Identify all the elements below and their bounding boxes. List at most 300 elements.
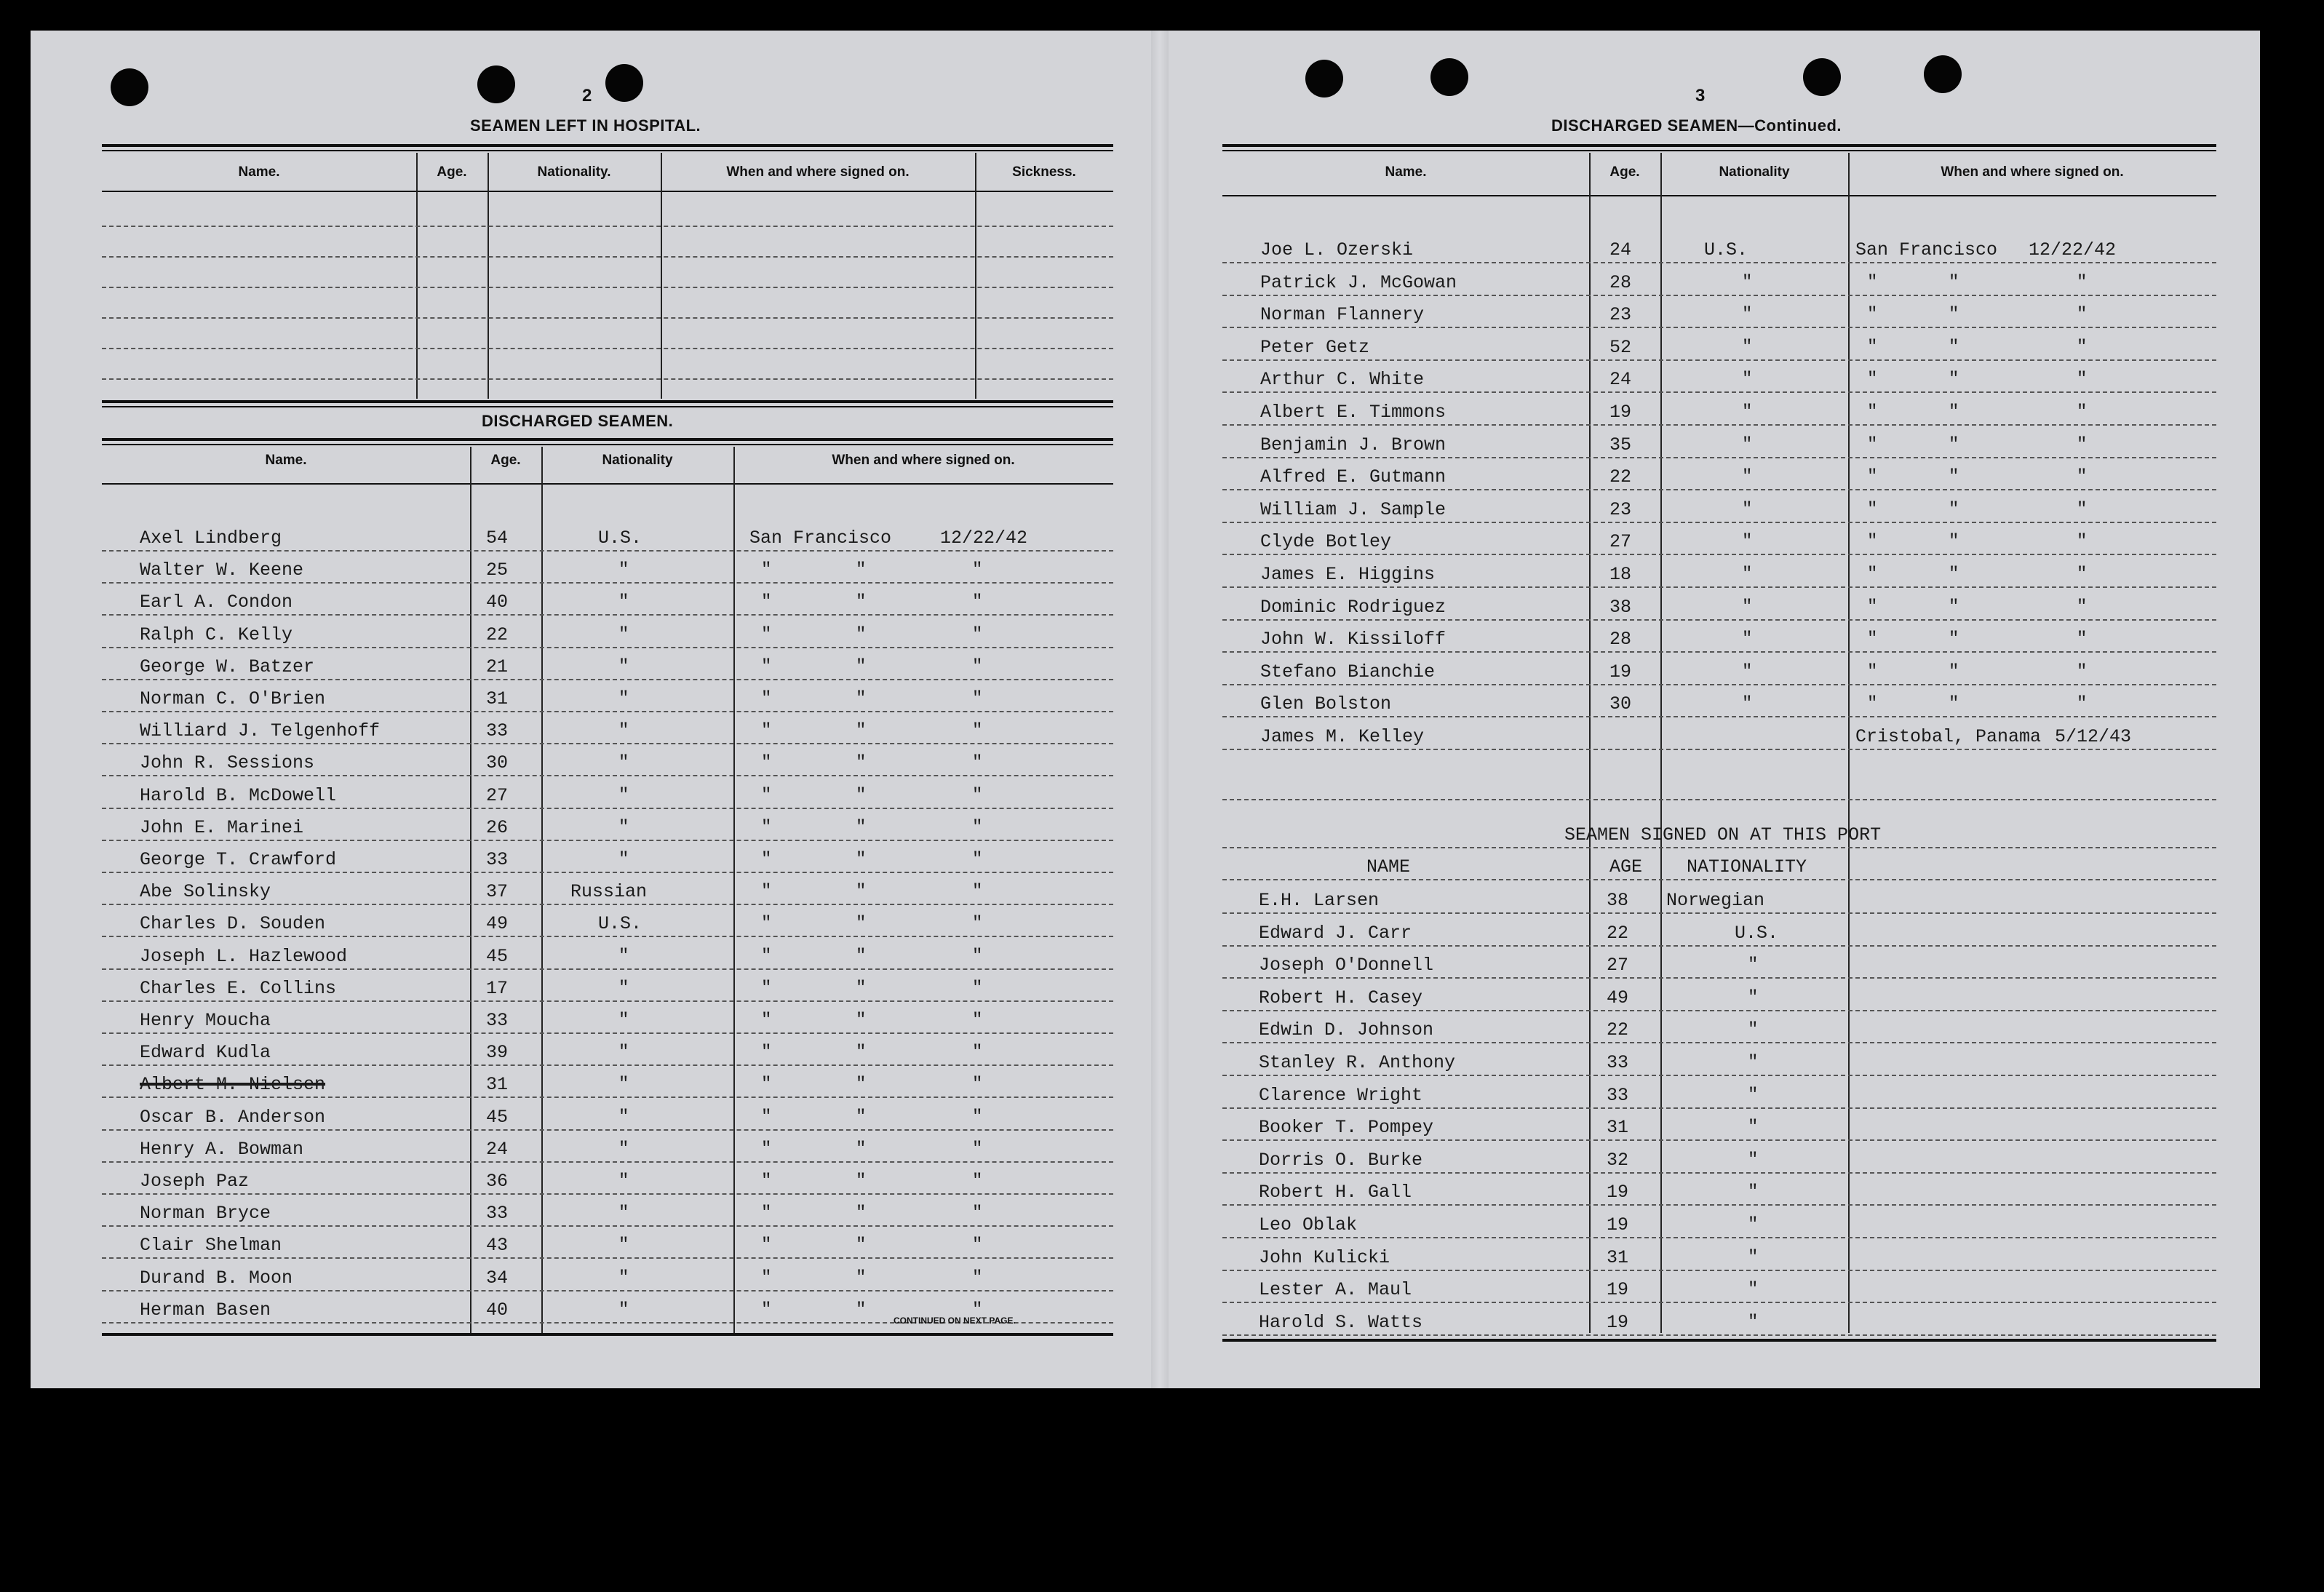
ditto-mark: " (856, 753, 867, 773)
seaman-age: 30 (1609, 693, 1632, 715)
ditto-mark: " (1748, 1085, 1759, 1105)
ditto-mark: " (1867, 597, 1878, 617)
seaman-age: 43 (486, 1235, 509, 1257)
ditto-mark: " (1949, 661, 1959, 682)
discharged-title: DISCHARGED SEAMEN. (482, 412, 674, 430)
seaman-name: Albert E. Timmons (1260, 402, 1446, 423)
seaman-age: 26 (486, 816, 509, 838)
seaman-name: Abe Solinsky (140, 881, 271, 903)
continued-note: CONTINUED ON NEXT PAGE. (894, 1316, 1016, 1326)
seaman-age: 36 (486, 1171, 509, 1192)
seaman-nationality: U.S. (598, 913, 642, 935)
seaman-name: Dominic Rodriguez (1260, 596, 1446, 618)
page-number: 2 (582, 86, 592, 106)
row-line (1222, 424, 2216, 426)
seaman-age: 40 (486, 592, 509, 613)
ditto-mark: " (618, 753, 629, 773)
ditto-mark: " (1748, 955, 1759, 976)
ditto-mark: " (618, 1107, 629, 1127)
ditto-mark: " (761, 592, 772, 613)
ditto-mark: " (2077, 467, 2088, 487)
seaman-age: 40 (486, 1299, 509, 1321)
ditto-mark: " (1867, 694, 1878, 715)
manifest-sheet (31, 31, 2260, 1388)
seaman-age: 33 (486, 849, 509, 870)
seaman-nationality: U.S. (1704, 239, 1748, 260)
seaman-name: Henry A. Bowman (140, 1138, 304, 1160)
seaman-age: 39 (486, 1042, 509, 1064)
seaman-name: Harold S. Watts (1259, 1311, 1423, 1333)
ditto-mark: " (972, 560, 983, 581)
ditto-mark: " (2077, 532, 2088, 552)
ditto-mark: " (761, 1235, 772, 1256)
ditto-mark: " (618, 560, 629, 581)
seaman-name: Ralph C. Kelly (140, 624, 293, 645)
seaman-name: Joseph Paz (140, 1171, 250, 1192)
ditto-mark: " (856, 1011, 867, 1030)
ditto-mark: " (1867, 499, 1878, 520)
seaman-name: Edward Kudla (140, 1042, 271, 1064)
seaman-age: 19 (1607, 1182, 1629, 1203)
ditto-mark: " (2077, 370, 2088, 390)
page-number: 3 (1695, 86, 1706, 106)
seaman-age: 33 (486, 720, 509, 742)
seaman-age: 19 (1609, 402, 1632, 423)
seaman-name: Robert H. Casey (1259, 987, 1423, 1008)
ditto-mark: " (1748, 1182, 1759, 1203)
ditto-mark: " (761, 1107, 772, 1127)
row-line (1222, 489, 2216, 490)
ditto-mark: " (1742, 661, 1753, 682)
ditto-mark: " (761, 817, 772, 837)
seaman-age: 33 (1607, 1084, 1629, 1106)
ditto-mark: " (1867, 402, 1878, 422)
seaman-age: 24 (1609, 369, 1632, 391)
ditto-mark: " (618, 624, 629, 645)
seaman-nationality: U.S. (1735, 922, 1779, 944)
ditto-mark: " (856, 1075, 867, 1095)
column-header: Name. (265, 453, 307, 468)
ditto-mark: " (972, 850, 983, 869)
ditto-mark: " (761, 1011, 772, 1030)
hospital-column-header: Nationality. (537, 164, 611, 180)
ditto-mark: " (761, 1075, 772, 1095)
ditto-mark: " (1949, 467, 1959, 487)
column-divider (1589, 153, 1591, 1333)
ditto-mark: " (856, 592, 867, 613)
seaman-age: 28 (1609, 271, 1632, 293)
row-line (1222, 262, 2216, 263)
ditto-mark: " (1867, 467, 1878, 487)
seaman-age: 30 (486, 752, 509, 774)
row-line (1222, 651, 2216, 653)
ditto-mark: " (1742, 370, 1753, 390)
ditto-mark: " (856, 1203, 867, 1224)
ditto-mark: " (856, 1139, 867, 1159)
ditto-mark: " (761, 753, 772, 773)
ditto-mark: " (972, 1043, 983, 1063)
rule (1222, 195, 2216, 196)
row-line (1222, 586, 2216, 588)
ditto-mark: " (1742, 499, 1753, 520)
seaman-name: E.H. Larsen (1259, 890, 1380, 911)
seaman-name: Clair Shelman (140, 1235, 282, 1257)
seaman-age: 21 (486, 656, 509, 677)
seaman-age: 45 (486, 1106, 509, 1128)
row-line (1222, 457, 2216, 458)
ditto-mark: " (618, 1139, 629, 1159)
ditto-mark: " (2077, 402, 2088, 422)
ditto-mark: " (972, 624, 983, 645)
row-line (1222, 749, 2216, 750)
seaman-age: 27 (1607, 955, 1629, 976)
ditto-mark: " (761, 785, 772, 805)
seaman-age: 31 (486, 1074, 509, 1096)
rule (1222, 150, 2216, 151)
ditto-mark: " (1949, 629, 1959, 650)
row-line (1222, 1334, 2216, 1336)
seaman-name: Oscar B. Anderson (140, 1106, 326, 1128)
ditto-mark: " (1742, 305, 1753, 325)
ditto-mark: " (618, 1203, 629, 1224)
signed-on-title: SEAMEN SIGNED ON AT THIS PORT (1564, 824, 1882, 845)
seaman-age: 22 (1609, 466, 1632, 488)
seaman-age: 31 (1607, 1117, 1629, 1139)
seaman-name: Benjamin J. Brown (1260, 434, 1446, 455)
ditto-mark: " (1748, 1247, 1759, 1267)
seaman-age: 19 (1609, 661, 1632, 682)
row-line (1222, 977, 2216, 979)
ditto-mark: " (856, 1171, 867, 1191)
seaman-age: 23 (1609, 304, 1632, 326)
ditto-mark: " (761, 1203, 772, 1224)
ditto-mark: " (972, 817, 983, 837)
ditto-mark: " (618, 978, 629, 998)
row-line (1222, 1075, 2216, 1076)
seaman-name: Williard J. Telgenhoff (140, 720, 381, 742)
ditto-mark: " (972, 592, 983, 613)
seaman-name: Clarence Wright (1259, 1084, 1423, 1106)
ditto-mark: " (761, 721, 772, 741)
ditto-mark: " (1748, 1020, 1759, 1040)
seaman-age: 27 (1609, 531, 1632, 553)
ditto-mark: " (1742, 337, 1753, 357)
ditto-mark: " (856, 978, 867, 998)
seaman-age: 31 (486, 688, 509, 709)
ditto-mark: " (1867, 661, 1878, 682)
seaman-age: 19 (1607, 1279, 1629, 1301)
row-line (1222, 945, 2216, 947)
row-line (1222, 391, 2216, 393)
ditto-mark: " (1867, 565, 1878, 584)
seaman-name: Joe L. Ozerski (1260, 239, 1414, 260)
ditto-mark: " (2077, 694, 2088, 715)
seaman-age: 17 (486, 977, 509, 999)
seaman-name: Herman Basen (140, 1299, 271, 1321)
hospital-column-header: Name. (238, 164, 280, 180)
seaman-age: 27 (486, 784, 509, 806)
ditto-mark: " (2077, 272, 2088, 292)
ditto-mark: " (1949, 272, 1959, 292)
ditto-mark: " (1748, 1118, 1759, 1138)
seaman-age: 24 (1609, 239, 1632, 260)
ditto-mark: " (761, 560, 772, 581)
ditto-mark: " (1742, 694, 1753, 715)
signed-on-header: NAME (1366, 856, 1411, 877)
seaman-age: 19 (1607, 1214, 1629, 1235)
ditto-mark: " (2077, 597, 2088, 617)
seaman-age: 22 (1607, 922, 1629, 944)
ditto-mark: " (1748, 1053, 1759, 1072)
ditto-mark: " (972, 656, 983, 677)
ditto-mark: " (1742, 467, 1753, 487)
row-line (1222, 912, 2216, 914)
seaman-name: Patrick J. McGowan (1260, 271, 1457, 293)
column-header: Nationality (1719, 164, 1790, 180)
seaman-age: 49 (1607, 987, 1629, 1008)
signed-on-header: AGE (1609, 856, 1643, 877)
ditto-mark: " (761, 624, 772, 645)
ditto-mark: " (972, 753, 983, 773)
column-header: When and where signed on. (832, 453, 1015, 468)
ditto-mark: " (2077, 629, 2088, 650)
seaman-name: Arthur C. White (1260, 369, 1425, 391)
ditto-mark: " (1949, 305, 1959, 325)
seaman-name: Harold B. McDowell (140, 784, 337, 806)
ditto-mark: " (972, 785, 983, 805)
seaman-age: 49 (486, 913, 509, 935)
seaman-name: Albert M. Nielsen (140, 1074, 326, 1096)
ditto-mark: " (1748, 1150, 1759, 1170)
ditto-mark: " (1867, 370, 1878, 390)
seaman-age: 28 (1609, 629, 1632, 650)
ditto-mark: " (761, 1171, 772, 1191)
ditto-mark: " (618, 656, 629, 677)
ditto-mark: " (856, 656, 867, 677)
seaman-nationality: Norwegian (1666, 890, 1765, 911)
ditto-mark: " (2077, 499, 2088, 520)
seaman-name: Joseph L. Hazlewood (140, 945, 348, 967)
hospital-column-header: Age. (437, 164, 467, 180)
seaman-name: Booker T. Pompey (1259, 1117, 1434, 1139)
seaman-name: Stanley R. Anthony (1259, 1052, 1456, 1073)
ditto-mark: " (618, 850, 629, 869)
ditto-mark: " (972, 1267, 983, 1288)
ditto-mark: " (1748, 1312, 1759, 1332)
ditto-mark: " (856, 1267, 867, 1288)
ditto-mark: " (1949, 337, 1959, 357)
ditto-mark: " (1949, 499, 1959, 520)
seaman-name: Norman Flannery (1260, 304, 1425, 326)
ditto-mark: " (972, 914, 983, 934)
ditto-mark: " (618, 721, 629, 741)
ditto-mark: " (856, 1235, 867, 1256)
ditto-mark: " (972, 1075, 983, 1095)
seaman-age: 25 (486, 560, 509, 581)
ditto-mark: " (618, 1043, 629, 1063)
seaman-name: William J. Sample (1260, 498, 1446, 520)
ditto-mark: " (2077, 337, 2088, 357)
seaman-age: 34 (486, 1267, 509, 1289)
ditto-mark: " (618, 689, 629, 709)
seaman-age: 38 (1607, 890, 1629, 911)
column-header: Age. (490, 453, 521, 468)
ditto-mark: " (618, 817, 629, 837)
ditto-mark: " (1949, 694, 1959, 715)
ditto-mark: " (972, 978, 983, 998)
row-line (1222, 522, 2216, 523)
ditto-mark: " (761, 882, 772, 902)
seaman-name: Norman Bryce (140, 1203, 271, 1225)
ditto-mark: " (618, 1171, 629, 1191)
row-line (1222, 1270, 2216, 1271)
seaman-age: 37 (486, 881, 509, 903)
row-line (1222, 359, 2216, 361)
row-line (1222, 799, 2216, 800)
seaman-age: 45 (486, 945, 509, 967)
ditto-mark: " (1748, 1215, 1759, 1235)
seaman-age: 22 (1607, 1019, 1629, 1041)
ditto-mark: " (856, 689, 867, 709)
seaman-age: 24 (486, 1138, 509, 1160)
ditto-mark: " (2077, 305, 2088, 325)
ditto-mark: " (856, 882, 867, 902)
ditto-mark: " (618, 1235, 629, 1256)
ditto-mark: " (618, 1267, 629, 1288)
row-line (1222, 879, 2216, 880)
ditto-mark: " (972, 1171, 983, 1191)
seaman-name: Glen Bolston (1260, 693, 1392, 715)
row-line (1222, 1302, 2216, 1303)
seaman-name: Clyde Botley (1260, 531, 1392, 553)
seaman-name: James E. Higgins (1260, 564, 1436, 585)
ditto-mark: " (856, 785, 867, 805)
ditto-mark: " (972, 1235, 983, 1256)
row-line (1222, 1107, 2216, 1109)
ditto-mark: " (972, 946, 983, 966)
ditto-mark: " (1949, 434, 1959, 455)
seaman-name: Joseph O'Donnell (1259, 955, 1434, 976)
column-header: Name. (1385, 164, 1427, 180)
column-divider (1660, 153, 1662, 1333)
ditto-mark: " (2077, 434, 2088, 455)
ditto-mark: " (1867, 629, 1878, 650)
seaman-name: Henry Moucha (140, 1010, 271, 1031)
seaman-name: Dorris O. Burke (1259, 1149, 1423, 1171)
row-line (1222, 327, 2216, 328)
ditto-mark: " (761, 1267, 772, 1288)
ditto-mark: " (856, 560, 867, 581)
seaman-name: Walter W. Keene (140, 560, 304, 581)
ditto-mark: " (618, 1075, 629, 1095)
row-line (1222, 1204, 2216, 1206)
ditto-mark: " (972, 1107, 983, 1127)
ditto-mark: " (856, 1043, 867, 1063)
ditto-mark: " (1867, 434, 1878, 455)
seaman-age: 32 (1607, 1149, 1629, 1171)
ditto-mark: " (972, 882, 983, 902)
seaman-nationality: Russian (570, 881, 648, 903)
ditto-mark: " (972, 1300, 983, 1320)
row-line (1222, 684, 2216, 685)
seaman-name: Peter Getz (1260, 336, 1370, 358)
ditto-mark: " (972, 1203, 983, 1224)
seaman-name: Durand B. Moon (140, 1267, 293, 1289)
seaman-age: 38 (1609, 596, 1632, 618)
ditto-mark: " (972, 1139, 983, 1159)
ditto-mark: " (1867, 272, 1878, 292)
column-header: Age. (1609, 164, 1640, 180)
seaman-age: 33 (486, 1010, 509, 1031)
seaman-age: 31 (1607, 1246, 1629, 1268)
ditto-mark: " (1949, 597, 1959, 617)
seaman-name: Axel Lindberg (140, 528, 282, 549)
row-line (1222, 847, 2216, 848)
seaman-name: Charles E. Collins (140, 977, 337, 999)
ditto-mark: " (618, 1300, 629, 1320)
ditto-mark: " (856, 946, 867, 966)
seaman-name: John Kulicki (1259, 1246, 1390, 1268)
ditto-mark: " (761, 1139, 772, 1159)
ditto-mark: " (1867, 532, 1878, 552)
ditto-mark: " (1949, 370, 1959, 390)
ditto-mark: " (618, 1011, 629, 1030)
ditto-mark: " (761, 946, 772, 966)
row-line (1222, 1139, 2216, 1141)
seaman-name: Lester A. Maul (1259, 1279, 1412, 1301)
seaman-age: 18 (1609, 564, 1632, 585)
seaman-age: 33 (1607, 1052, 1629, 1073)
ditto-mark: " (1949, 532, 1959, 552)
signed-on-place: San Francisco (1855, 239, 1998, 260)
row-line (1222, 554, 2216, 555)
ditto-mark: " (856, 624, 867, 645)
seaman-name: John W. Kissiloff (1260, 629, 1446, 650)
seaman-age: 54 (486, 528, 509, 549)
column-header: When and where signed on. (1941, 164, 2124, 180)
seaman-name: Robert H. Gall (1259, 1182, 1412, 1203)
row-line (1222, 716, 2216, 717)
signed-on-date: 12/22/42 (940, 528, 1028, 549)
ditto-mark: " (1949, 565, 1959, 584)
ditto-mark: " (761, 914, 772, 934)
seaman-name: John E. Marinei (140, 816, 304, 838)
column-divider (1848, 153, 1850, 1333)
ditto-mark: " (761, 656, 772, 677)
signed-on-place: San Francisco (749, 528, 892, 549)
ditto-mark: " (1742, 629, 1753, 650)
rule (1222, 144, 2216, 147)
row-line (1222, 1237, 2216, 1238)
ditto-mark: " (1742, 597, 1753, 617)
ditto-mark: " (856, 721, 867, 741)
ditto-mark: " (1949, 402, 1959, 422)
seaman-name: George W. Batzer (140, 656, 315, 677)
ditto-mark: " (1748, 1280, 1759, 1300)
seaman-name: Stefano Bianchie (1260, 661, 1436, 682)
ditto-mark: " (761, 1300, 772, 1320)
seaman-age: 22 (486, 624, 509, 645)
discharged-continued-title: DISCHARGED SEAMEN—Continued. (1551, 116, 1842, 135)
right-page (31, 31, 2260, 1388)
signed-on-header: NATIONALITY (1687, 856, 1807, 877)
ditto-mark: " (618, 946, 629, 966)
seaman-name: Charles D. Souden (140, 913, 326, 935)
ditto-mark: " (856, 1107, 867, 1127)
seaman-name: Earl A. Condon (140, 592, 293, 613)
seaman-age: 23 (1609, 498, 1632, 520)
ditto-mark: " (856, 1300, 867, 1320)
